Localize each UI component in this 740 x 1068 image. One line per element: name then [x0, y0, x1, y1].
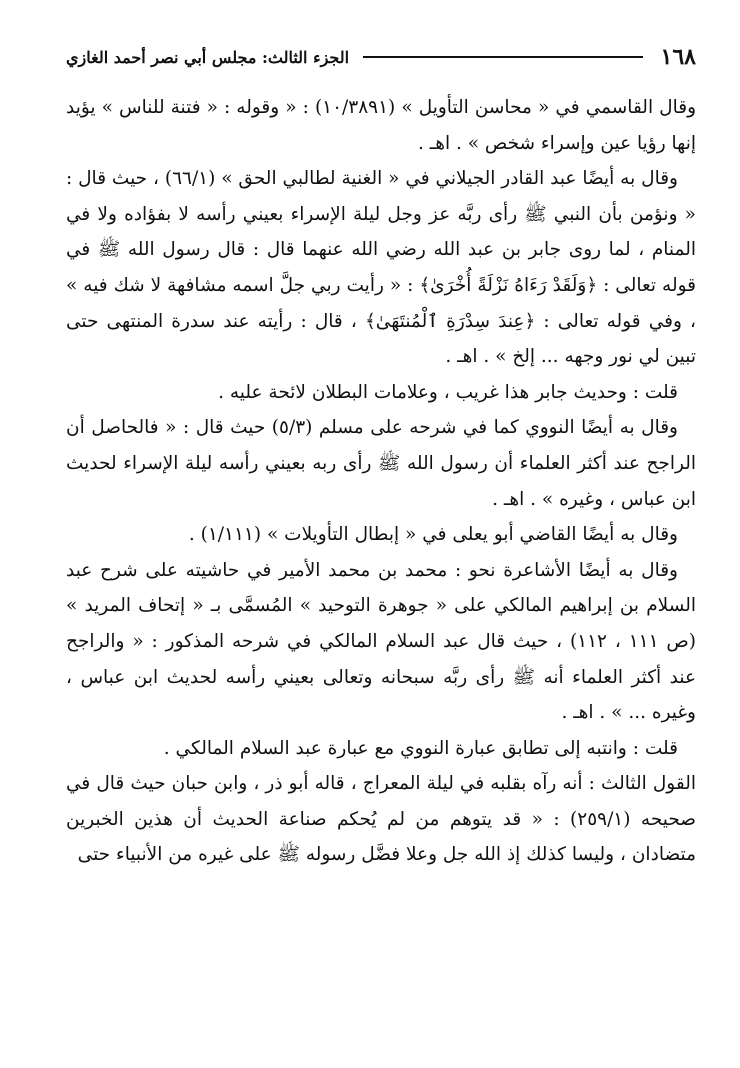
paragraph-comment-nawawi: قلت : وانتبه إلى تطابق عبارة النووي مع عبارة عبد السلام المالكي .: [163, 737, 678, 759]
running-title: الجزء الثالث: مجلس أبي نصر أحمد الغازي: [66, 47, 350, 67]
paragraph-comment-jabir: قلت : وحديث جابر هذا غريب ، وعلامات البطلان لائحة عليه .: [218, 381, 678, 403]
paragraph-ashairah: وقال به أيضًا الأشاعرة نحو : محمد بن محمد الأمير في حاشيته على شرح عبد السلام بن إبراهيم المالكي على « جوهرة التوحيد » المُسمَّى بـ « إتحاف المريد » (ص ١١١ ، ١١٢) ، حيث قال عبد السلام المالكي في شرحه المذكور : « والراجح عند أكثر العلماء أنه ﷺ رأى ربَّه سبحانه وتعالى بعيني رأسه لحديث ابن عباس ، وغيره ... » . اهـ .: [66, 559, 696, 724]
paragraph-jilani: وقال به أيضًا عبد القادر الجيلاني في « الغنية لطالبي الحق » (٦٦/١) ، حيث قال : « ونؤمن بأن النبي ﷺ رأى ربَّه عز وجل ليلة الإسراء بعيني رأسه لا بفؤاده ولا في المنام ، لما روى جابر بن عبد الله رضي الله عنهما قال : قال رسول الله ﷺ في قوله تعالى : ﴿وَلَقَدْ رَءَاهُ نَزْلَةً أُخْرَىٰ﴾ : « رأيت ربي جلَّ اسمه مشافهة لا شك فيه » ، وفي قوله تعالى : ﴿عِندَ سِدْرَةِ ٱلْمُنتَهَىٰ﴾ ، قال : رأيته عند سدرة المنتهى حتى تبين لي نور وجهه ... إلخ » . اهـ .: [66, 168, 696, 368]
page-number: ١٦٨: [660, 44, 696, 70]
body-text: [66, 90, 696, 873]
header-rule: [363, 56, 642, 58]
paragraph-nawawi: وقال به أيضًا النووي كما في شرحه على مسلم (٥/٣) حيث قال : « فالحاصل أن الراجح عند أكثر العلماء أن رسول الله ﷺ رأى ربه بعيني رأسه ليلة الإسراء لحديث ابن عباس ، وغيره » . اهـ .: [66, 417, 696, 510]
paragraph-third-opinion: القول الثالث : أنه رآه بقلبه في ليلة المعراج ، قاله أبو ذر ، وابن حبان حيث قال في صحيحه (٢٥٩/١) : « قد يتوهم من لم يُحكم صناعة الحديث أن هذين الخبرين متضادان ، وليسا كذلك إذ الله جل وعلا فضَّل رسوله ﷺ على غيره من الأنبياء حتى: [66, 773, 696, 866]
paragraph-qasimi: وقال القاسمي في « محاسن التأويل » (١٠/٣٨٩١) : « وقوله : « فتنة للناس » يؤيد إنها رؤيا عين وإسراء شخص » . اهـ .: [66, 97, 697, 154]
page-header: [66, 40, 696, 74]
paragraph-abu-yala: وقال به أيضًا القاضي أبو يعلى في « إبطال التأويلات » (١/١١١) .: [188, 524, 678, 546]
